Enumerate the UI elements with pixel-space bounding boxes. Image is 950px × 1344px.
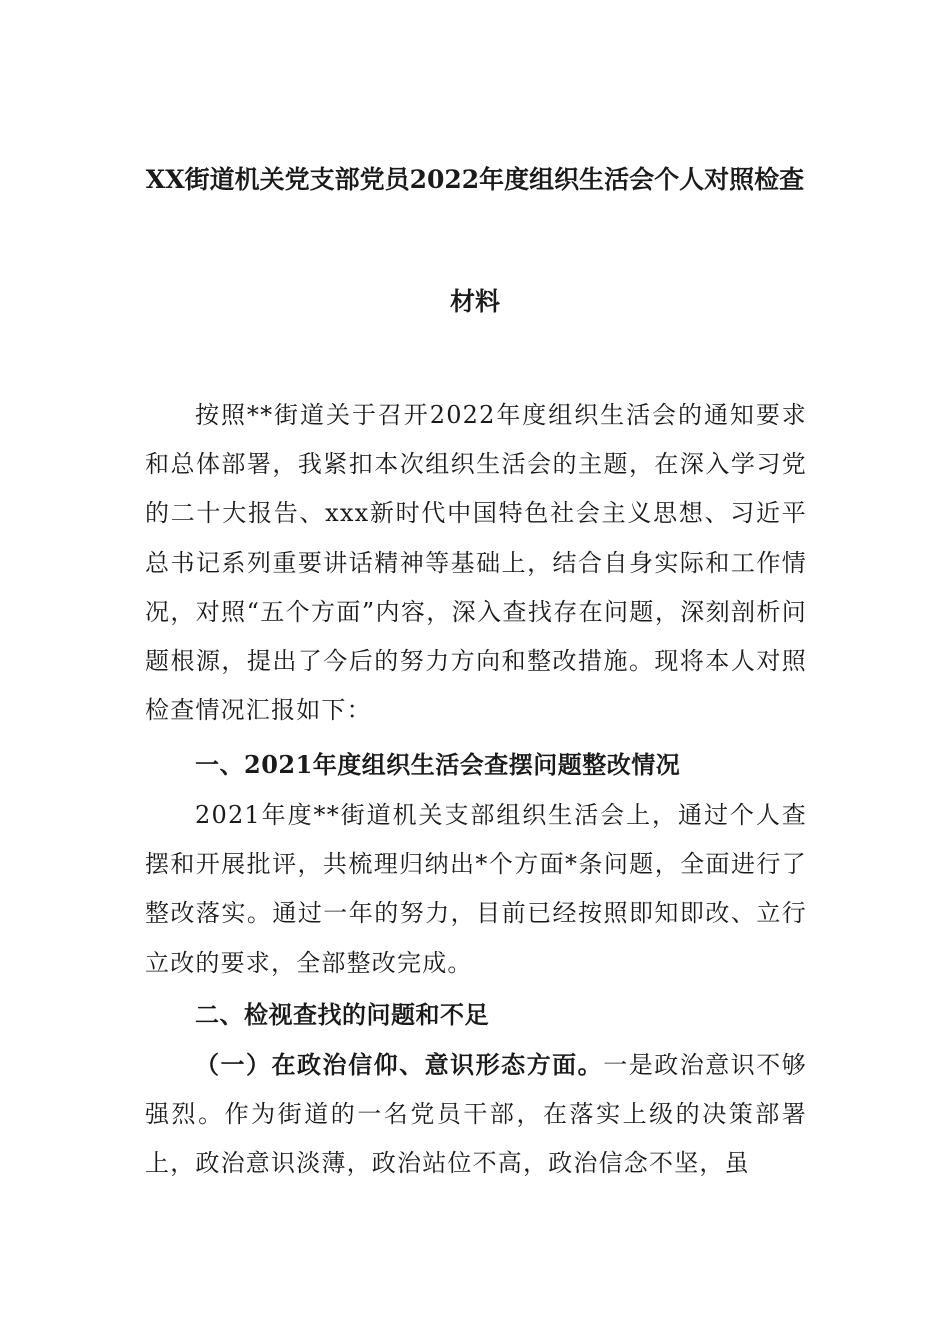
intro-paragraph: 按照**街道关于召开2022年度组织生活会的通知要求和总体部署，我紧扣本次组织生活会的主题，在深入学习党的二十大报告、xxx新时代中国特色社会主义思想、习近平总书记系列重要讲话精神等基础上，结合自身实际和工作情况，对照“五个方面”内容，深入查找存在问题，深刻剖析问题根源，提出了今后的努力方向和整改措施。现将本人对照检查情况汇报如下：	[145, 401, 807, 725]
section-1-heading: 一、2021年度组织生活会查摆问题整改情况	[195, 750, 681, 779]
subsection-1-lead: （一）在政治信仰、意识形态方面。	[195, 1050, 604, 1079]
subsection-1-text: 一是政治意识不够强烈。作为街道的一名党员干部，在落实上级的决策部署上，政治意识淡薄，政治站位不高，政治信念不坚，虽	[145, 1051, 807, 1178]
subsection-1-paragraph	[145, 1040, 807, 1189]
section-1-paragraph: 2021年度**街道机关支部组织生活会上，通过个人查摆和开展批评，共梳理归纳出*个方面*条问题，全面进行了整改落实。通过一年的努力，目前已经按照即知即改、立行立改的要求，全部整改完成。	[145, 801, 807, 977]
document-title-line-1: XX街道机关党支部党员2022年度组织生活会个人对照检查	[145, 165, 805, 194]
document-title-line-2: 材料	[449, 287, 500, 316]
section-2-heading: 二、检视查找的问题和不足	[195, 1000, 489, 1029]
